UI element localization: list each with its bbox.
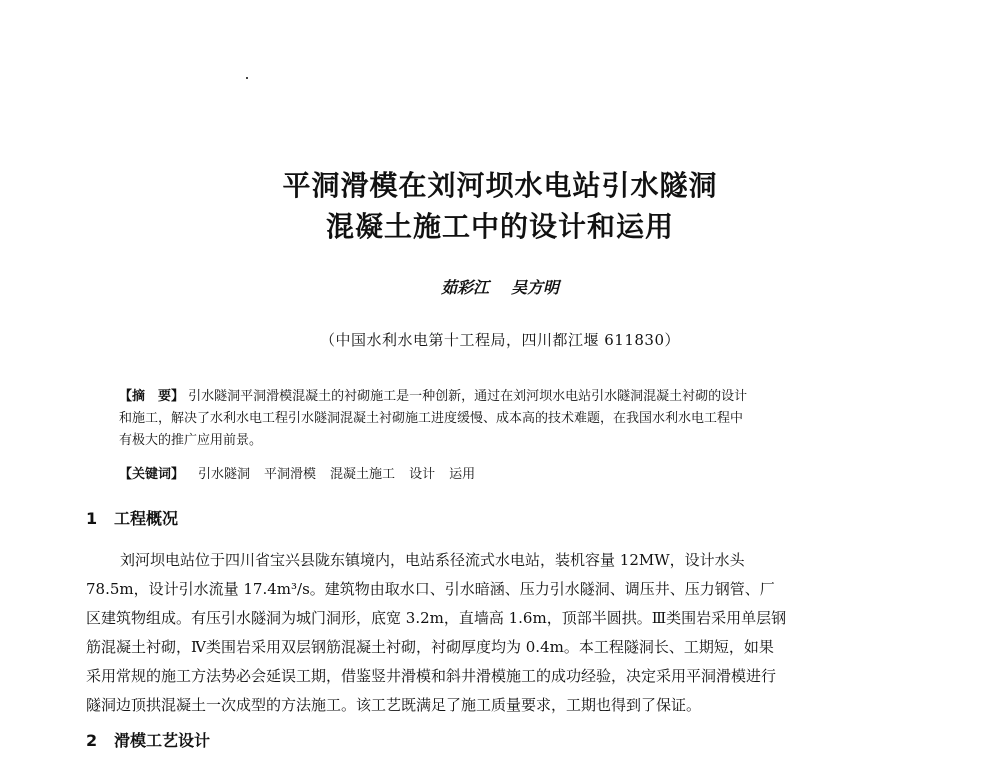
author-list [0, 277, 1000, 299]
keyword: 设计 [409, 467, 436, 482]
body-line: 隧洞边顶拱混凝土一次成型的方法施工。该工艺既满足了施工质量要求，工期也得到了保证。 [86, 696, 702, 714]
author-name: 茹彩江 [440, 278, 489, 297]
body-line: 筋混凝土衬砌，Ⅳ类围岩采用双层钢筋混凝土衬砌，衬砌厚度均为 0.4m。本工程隧洞长、工期短，如果 [86, 638, 774, 656]
abstract-line: 有极大的推广应用前景。 [119, 433, 263, 448]
section-title: 工程概况 [114, 509, 179, 528]
keyword: 平洞滑模 [264, 467, 317, 482]
body-line: 区建筑物组成。有压引水隧洞为城门洞形，底宽 3.2m，直墙高 1.6m，顶部半圆拱。Ⅲ类围岩采用单层钢 [86, 609, 787, 627]
paper-title-line-1: 平洞滑模在刘河坝水电站引水隧洞 [282, 169, 718, 202]
author-name: 吴方明 [511, 278, 560, 297]
section-1-body [86, 546, 916, 720]
keyword: 引水隧洞 [198, 467, 251, 482]
body-line: 78.5m，设计引水流量 17.4m³/s。建筑物由取水口、引水暗涵、压力引水隧洞、调压井、压力钢管、厂 [86, 580, 775, 598]
section-number: 1 [86, 509, 98, 528]
paper-title-line-2: 混凝土施工中的设计和运用 [325, 210, 674, 243]
keywords [119, 465, 475, 485]
scan-speck [246, 77, 248, 79]
section-heading-2 [86, 730, 210, 752]
section-title: 滑模工艺设计 [114, 731, 211, 750]
keywords-label: 【关键词】 [119, 467, 185, 482]
section-heading-1 [86, 508, 178, 530]
body-line: 刘河坝电站位于四川省宝兴县陇东镇境内，电站系径流式水电站，装机容量 12MW，设计水头 [120, 551, 745, 569]
section-number: 2 [86, 731, 98, 750]
keyword: 混凝土施工 [330, 467, 396, 482]
abstract-label: 【摘 要】 [119, 389, 185, 404]
abstract [119, 386, 879, 452]
abstract-line: 和施工，解决了水利水电工程引水隧洞混凝土衬砌施工进度缓慢、成本高的技术难题，在我国水利水电工程中 [119, 411, 744, 426]
abstract-line [119, 386, 879, 408]
body-line: 采用常规的施工方法势必会延误工期，借鉴竖井滑模和斜井滑模施工的成功经验，决定采用平洞滑模进行 [86, 667, 777, 685]
abstract-text: 引水隧洞平洞滑模混凝土的衬砌施工是一种创新，通过在刘河坝水电站引水隧洞混凝土衬砌的设计 [188, 389, 748, 404]
keyword: 运用 [449, 467, 476, 482]
affiliation: （中国水利水电第十工程局，四川都江堰 611830） [319, 331, 681, 349]
